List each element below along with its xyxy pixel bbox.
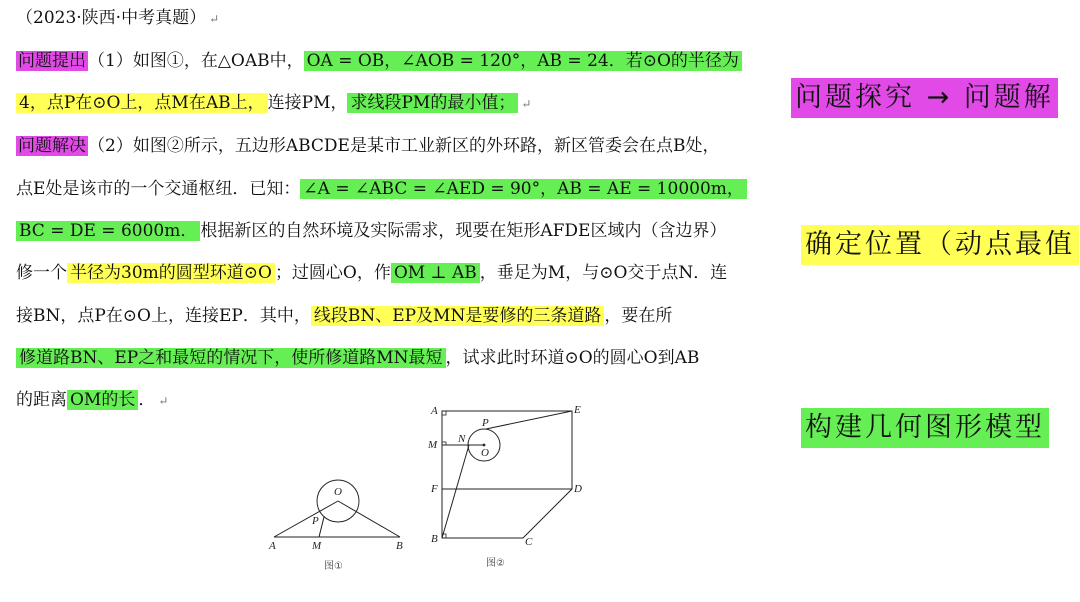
figure2-label-e: E — [574, 404, 581, 416]
figure2-label-m: M — [428, 439, 438, 451]
part2-line3 — [16, 215, 726, 247]
part2-line2 — [16, 173, 747, 205]
figure2-label-c: C — [525, 536, 533, 548]
part2-condition-lengths: BC = DE = 6000m． — [16, 221, 200, 241]
part2-line5 — [16, 300, 672, 332]
paragraph-mark: ↵ — [521, 97, 532, 111]
problem-source — [16, 2, 219, 34]
figure-1 — [262, 475, 412, 577]
part2-text-4c: ；过圆心O，作 — [274, 263, 391, 283]
figure2-label-f: F — [431, 483, 438, 495]
tag-problem-raise: 问题提出 — [18, 51, 86, 71]
figure2-label-o: O — [481, 447, 489, 459]
part2-text-5c: ，要在所 — [604, 306, 673, 326]
part2-text-7c: ． — [138, 390, 156, 410]
part2-text-4e: ，垂足为M，与⊙O交于点N．连 — [479, 263, 728, 283]
part2-line6 — [16, 342, 699, 374]
part1-line1 — [16, 45, 742, 77]
side-note-model: 构建几何图形模型 — [801, 408, 1049, 448]
figure2-pentagon-abcde — [442, 411, 572, 538]
side-note-explore: 问题探究 → 问题解 — [791, 78, 1058, 118]
part2-target-om: OM的长 — [67, 390, 138, 410]
figure2-label-p: P — [482, 417, 489, 429]
part2-text-1: （2）如图②所示，五边形ABCDE是某市工业新区的外环路，新区管委会在点B处， — [88, 136, 720, 156]
figure1-caption: 图① — [324, 561, 343, 572]
part2-roads: 线段BN、EP及MN是要修的三条道路 — [311, 306, 605, 326]
part2-text-2: 点E处是该市的一个交通枢纽．已知： — [16, 179, 301, 199]
figure1-label-m: M — [312, 540, 322, 552]
paragraph-mark: ↵ — [209, 12, 220, 26]
figure1-label-a: A — [269, 540, 276, 552]
part2-text-7a: 的距离 — [16, 390, 67, 410]
figure2-label-n: N — [458, 433, 466, 445]
part2-text-5a: 接BN，点P在⊙O上，连接EP．其中， — [16, 306, 311, 326]
paragraph-mark: ↵ — [158, 394, 169, 408]
part2-condition-angles: ∠A = ∠ABC = ∠AED = 90°，AB = AE = 10000m， — [300, 179, 746, 199]
figure2-label-d: D — [574, 483, 582, 495]
part2-line7 — [16, 384, 168, 416]
part1-condition-2: 4，点P在⊙O上，点M在AB上， — [16, 93, 268, 113]
part2-text-3: 根据新区的自然环境及实际需求，现要在矩形AFDE区域内（含边界） — [200, 221, 727, 241]
figure2-segment-ep — [486, 411, 572, 429]
part1-connect: 连接PM， — [267, 93, 348, 113]
figure2-label-a: A — [431, 405, 438, 417]
figure1-label-p: P — [312, 515, 319, 527]
part2-text-4a: 修一个 — [16, 263, 67, 283]
figure2-right-angle-a — [442, 411, 446, 415]
figure2-label-b: B — [431, 533, 438, 545]
part1-line2 — [16, 87, 531, 119]
part1-condition: OA = OB，∠AOB = 120°，AB = 24．若⊙O的半径为 — [304, 51, 742, 71]
part2-line4 — [16, 257, 727, 289]
figure1-label-b: B — [396, 540, 403, 552]
tag-problem-solve: 问题解决 — [18, 136, 86, 156]
figure1-segment-pm — [319, 517, 324, 537]
figure1-label-o: O — [334, 486, 342, 498]
part2-perpendicular: OM ⊥ AB — [391, 263, 480, 283]
part2-line1 — [16, 130, 719, 162]
figure1-segment-oa — [274, 501, 338, 537]
figure2-caption: 图② — [486, 558, 505, 569]
part2-optimization: 修道路BN、EP之和最短的情况下，使所修道路MN最短 — [16, 348, 446, 368]
figure-2 — [422, 400, 594, 578]
source-text: （2023·陕西·中考真题） — [16, 8, 207, 28]
part1-question: 求线段PM的最小值； — [347, 93, 518, 113]
side-note-position: 确定位置（动点最值 — [801, 225, 1079, 265]
figure2-segment-bn — [442, 445, 469, 538]
part2-text-6b: ，试求此时环道⊙O的圆心O到AB — [445, 348, 700, 368]
part2-circle-condition: 半径为30m的圆型环道⊙O — [67, 263, 275, 283]
part1-text: （1）如图①，在△OAB中， — [88, 51, 304, 71]
figure1-segment-ob — [338, 501, 400, 537]
